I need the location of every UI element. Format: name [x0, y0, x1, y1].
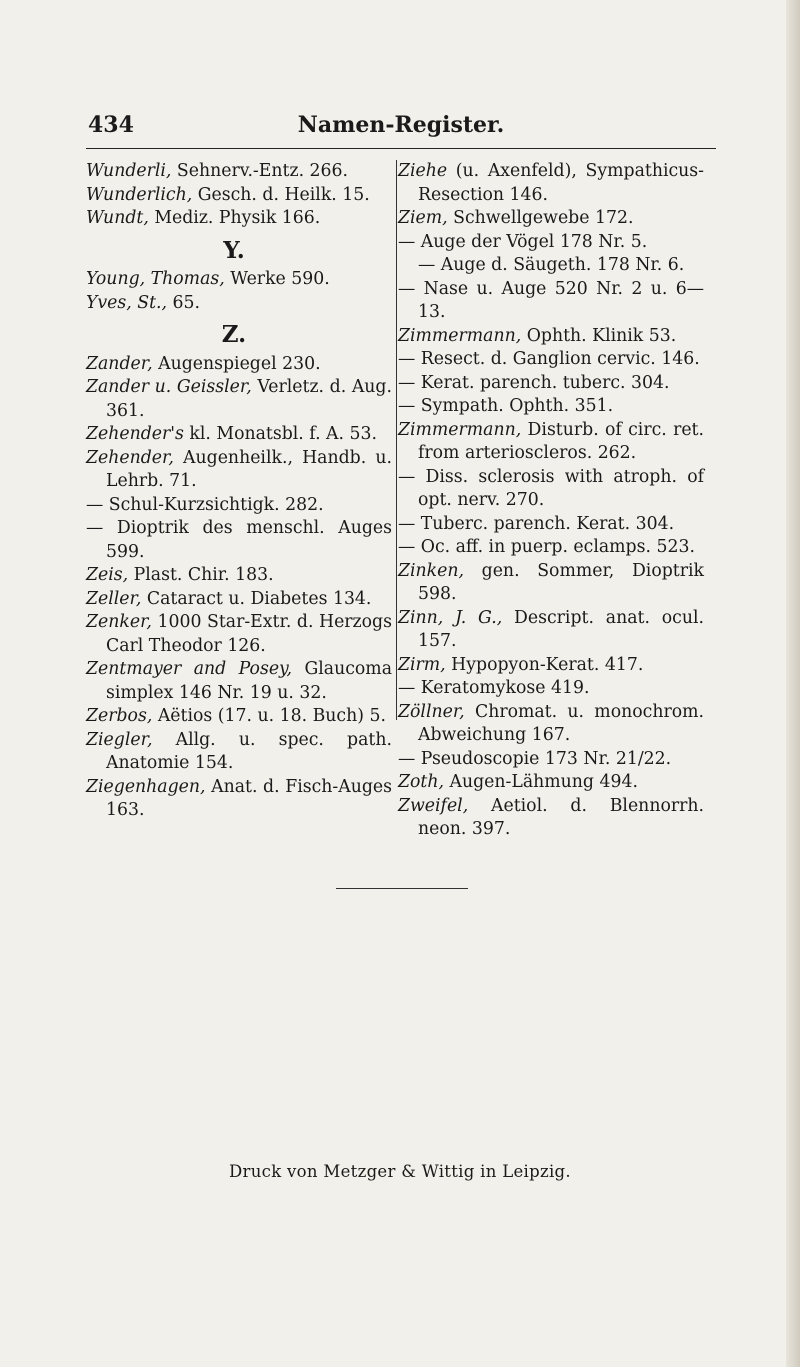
index-entry — [398, 560, 704, 607]
index-entry — [398, 701, 704, 748]
entry-text: — Diss. sclerosis with atroph. of opt. nerv. 270. — [398, 466, 704, 510]
page-header — [86, 112, 716, 149]
entry-text: Cataract u. Diabetes 134. — [141, 588, 372, 609]
entry-name: Wunderli, — [86, 161, 172, 181]
index-entry — [86, 423, 392, 447]
entry-name: Zehender's — [86, 424, 184, 444]
index-entry — [86, 447, 392, 494]
page-number: 434 — [88, 112, 134, 138]
entry-name: Ziegenhagen, — [86, 776, 206, 797]
index-subentry — [398, 231, 704, 255]
index-entry — [86, 729, 392, 776]
entry-name: Zinken, — [398, 560, 464, 581]
entry-text: Glaucoma simplex 146 Nr. 19 u. 32. — [106, 659, 392, 703]
entry-name: Zirm, — [398, 654, 446, 675]
index-subentry — [398, 513, 704, 537]
index-subentry — [86, 494, 392, 518]
printer-imprint: Druck von Metzger & Wittig in Leipzig. — [229, 1162, 571, 1181]
index-entry — [86, 564, 392, 588]
index-entry — [86, 776, 392, 823]
entry-text: Disturb. of circ. ret. from arterioscleros. 262. — [418, 419, 704, 463]
entry-text: Augenspiegel 230. — [152, 353, 321, 374]
entry-name: Zander, — [86, 353, 153, 374]
entry-text: 1000 Star-Extr. d. Herzogs Carl Theodor 126. — [106, 612, 392, 656]
index-entry — [398, 419, 704, 466]
entry-text: — Kerat. parench. tuberc. 304. — [398, 372, 670, 393]
index-entry — [398, 160, 704, 207]
index-subentry — [398, 748, 704, 772]
entry-name: Zehender, — [86, 447, 174, 468]
index-entry — [398, 207, 704, 231]
entry-text: — Auge der Vögel 178 Nr. 5. — [398, 231, 648, 252]
entry-text: Allg. u. spec. path. Anatomie 154. — [106, 729, 392, 773]
entry-text: — Sympath. Ophth. 351. — [398, 396, 614, 416]
entry-text: Aetiol. d. Blennorrh. neon. 397. — [418, 795, 704, 839]
entry-text: Chromat. u. monochrom. Abweichung 167. — [418, 701, 704, 745]
index-entry — [86, 207, 392, 231]
entry-name: Zöllner, — [398, 701, 465, 722]
index-entry — [398, 795, 704, 842]
entry-text: — Dioptrik des menschl. Auges 599. — [86, 518, 392, 562]
index-subentry — [398, 466, 704, 513]
entry-text: Anat. d. Fisch-Auges 163. — [106, 776, 392, 820]
entry-text: — Keratomykose 419. — [398, 678, 590, 698]
entry-text: — Nase u. Auge 520 Nr. 2 u. 6—13. — [398, 278, 704, 322]
entry-text: kl. Monatsbl. f. A. 53. — [183, 424, 378, 444]
index-entry — [86, 658, 392, 705]
entry-name: Ziegler, — [86, 729, 153, 750]
left-column — [86, 160, 392, 823]
entry-text: Werke 590. — [224, 269, 330, 289]
entry-text: Ophth. Klinik 53. — [521, 325, 677, 346]
index-entry — [398, 325, 704, 349]
entry-text: — Pseudoscopie 173 Nr. 21/22. — [398, 748, 672, 769]
entry-text: Sehnerv.-Entz. 266. — [171, 161, 349, 181]
index-entry — [86, 611, 392, 658]
end-rule — [336, 888, 468, 889]
entry-name: Zerbos, — [86, 706, 153, 726]
index-subentry — [398, 677, 704, 701]
index-subentry — [398, 372, 704, 396]
index-subentry — [398, 278, 704, 325]
index-subentry — [398, 348, 704, 372]
entry-name: Ziehe — [398, 161, 448, 181]
entry-text: (u. Axenfeld), Sympathicus-Resection 146. — [418, 161, 704, 205]
entry-name: Zenker, — [86, 612, 152, 632]
entry-text: — Tuberc. parench. Kerat. 304. — [398, 513, 675, 534]
entry-text: — Resect. d. Ganglion cervic. 146. — [398, 349, 700, 369]
entry-text: Schwellgewebe 172. — [447, 208, 634, 228]
entry-name: Zimmermann, — [398, 419, 522, 440]
entry-name: Zeis, — [86, 565, 129, 585]
right-column — [398, 160, 704, 842]
entry-text: Augenheilk., Handb. u. Lehrb. 71. — [106, 447, 392, 491]
running-title: Namen-Register. — [297, 112, 505, 138]
entry-text: Augen-Lähmung 494. — [443, 772, 638, 792]
entry-text: Plast. Chir. 183. — [128, 565, 274, 585]
entry-text: — Schul-Kurzsichtigk. 282. — [86, 494, 324, 515]
entry-name: Zoth, — [398, 772, 444, 792]
entry-name: Yves, St., — [86, 292, 168, 313]
entry-text: Gesch. d. Heilk. 15. — [192, 184, 370, 205]
index-entry — [86, 353, 392, 377]
entry-name: Zinn, J. G., — [398, 607, 503, 628]
entry-text: Mediz. Physik 166. — [148, 208, 321, 228]
index-subentry — [398, 254, 704, 278]
entry-name: Ziem, — [398, 208, 448, 228]
index-entry — [398, 654, 704, 678]
entry-name: Young, Thomas, — [86, 269, 225, 289]
letter-heading: Y. — [223, 236, 245, 264]
entry-text: 65. — [167, 292, 201, 313]
index-subentry — [86, 517, 392, 564]
index-subentry — [398, 395, 704, 419]
entry-name: Zeller, — [86, 588, 142, 609]
entry-text: — Auge d. Säugeth. 178 Nr. 6. — [418, 255, 685, 275]
entry-text: Verletz. d. Aug. 361. — [106, 377, 392, 421]
entry-name: Wunderlich, — [86, 184, 193, 205]
entry-text: Aëtios (17. u. 18. Buch) 5. — [152, 706, 386, 726]
letter-heading: Z. — [221, 321, 247, 348]
index-entry — [398, 607, 704, 654]
entry-name: Zander u. Geissler, — [86, 377, 252, 397]
entry-name: Zweifel, — [398, 795, 469, 816]
index-entry — [86, 292, 392, 316]
entry-text: gen. Sommer, Dioptrik 598. — [418, 560, 704, 604]
entry-text: Descript. anat. ocul. 157. — [418, 607, 705, 651]
entry-text: — Oc. aff. in puerp. eclamps. 523. — [398, 537, 695, 557]
index-subentry — [398, 536, 704, 560]
index-entry — [86, 588, 392, 612]
entry-name: Zentmayer and Posey, — [86, 659, 293, 679]
entry-text: Hypopyon-Kerat. 417. — [445, 654, 644, 675]
entry-name: Zimmermann, — [398, 325, 522, 346]
index-entry — [86, 376, 392, 423]
index-entry — [86, 705, 392, 729]
entry-name: Wundt, — [86, 208, 149, 228]
index-entry — [398, 771, 704, 795]
index-entry — [86, 184, 392, 208]
index-entry — [86, 160, 392, 184]
index-entry — [86, 268, 392, 292]
